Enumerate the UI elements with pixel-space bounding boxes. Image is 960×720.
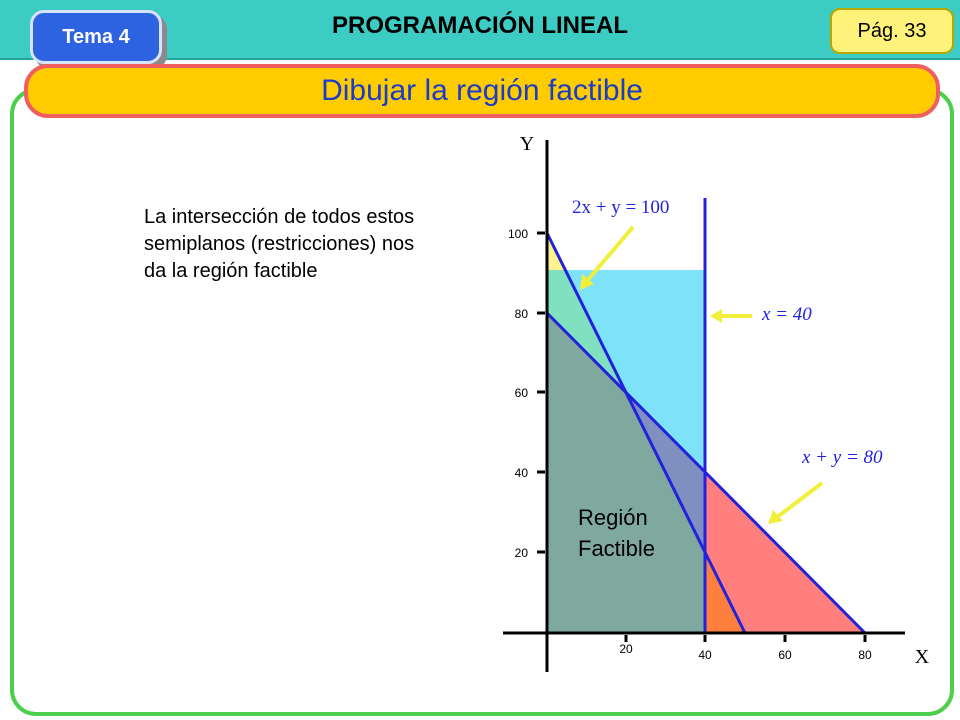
y-tick-label: 80 [514, 307, 528, 321]
x-ticks [626, 635, 865, 642]
x-axis-label: X [914, 646, 930, 668]
arrow-x-y [768, 483, 822, 524]
y-tick-label: 100 [507, 227, 528, 241]
y-tick-label: 20 [514, 546, 528, 560]
label-2x-plus-y-100: 2x + y = 100 [572, 197, 670, 218]
intro-text: La intersección de todos estos semiplanos (restricciones) nos da la región factible [144, 206, 415, 282]
x-tick-label: 40 [698, 648, 712, 662]
label-x-40: x = 40 [762, 304, 812, 325]
y-axis-label: Y [519, 133, 535, 155]
x-tick-label: 20 [619, 642, 633, 656]
header-title: PROGRAMACIÓN LINEAL [332, 12, 628, 39]
region-label-line2: Factible [578, 536, 656, 561]
y-tick-label: 40 [514, 466, 528, 480]
x-tick-label: 80 [858, 648, 872, 662]
y-ticks [537, 233, 545, 552]
arrow-x40 [710, 309, 752, 323]
region-label-line1: Región [578, 505, 648, 530]
slide-title-banner: Dibujar la región factible [24, 64, 940, 118]
y-tick-label: 60 [514, 386, 528, 400]
label-x-plus-y-80: x + y = 80 [802, 447, 883, 468]
tema-badge: Tema 4 [30, 10, 162, 64]
page-number-badge: Pág. 33 [830, 8, 954, 54]
x-tick-label: 60 [778, 648, 792, 662]
